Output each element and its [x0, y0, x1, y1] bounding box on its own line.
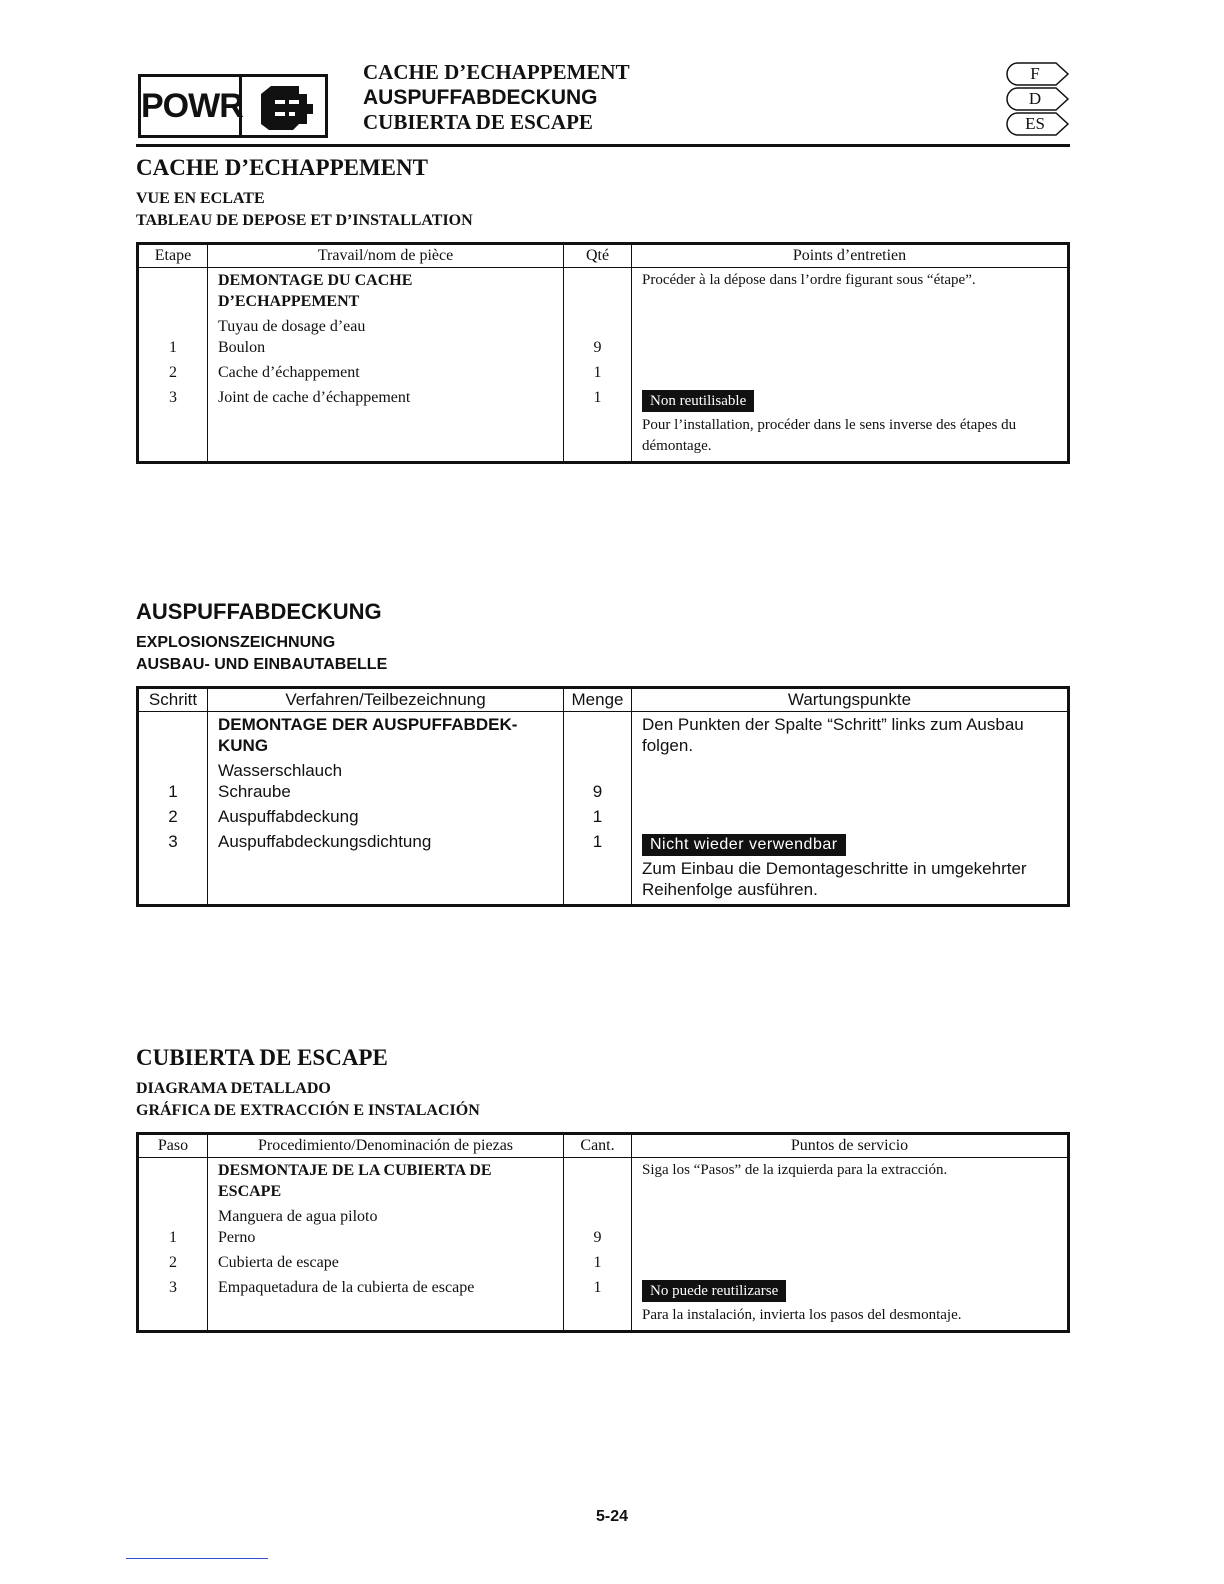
install-note: Zum Einbau die Demontageschritte in umgekehrter Reihenfolge ausführen.	[642, 859, 1027, 899]
group-note: Den Punkten der Spalte “Schritt” links zum Ausbau folgen.	[632, 712, 1069, 757]
header-title-fr: CACHE D’ECHAPPEMENT	[363, 60, 630, 84]
table-row-group	[138, 1158, 1069, 1203]
not-reusable-badge: Nicht wieder verwendbar	[642, 834, 846, 856]
part-name: Perno	[208, 1227, 564, 1252]
step-number: 3	[138, 831, 208, 906]
install-note: Pour l’installation, procéder dans le sens inverse des étapes du démontage.	[642, 417, 1017, 454]
group-title-line2: D’ECHAPPEMENT	[218, 293, 360, 310]
quantity: 9	[564, 337, 632, 362]
footnote-rule	[126, 1558, 268, 1559]
lang-badge-fr-label: F	[1030, 64, 1040, 83]
step-number: 2	[138, 362, 208, 387]
pre-item: Tuyau de dosage d’eau	[208, 312, 564, 337]
group-note: Siga los “Pasos” de la izquierda para la extracción.	[632, 1158, 1069, 1203]
group-title-line1: DEMONTAGE DER AUSPUFFABDEK-	[218, 715, 518, 734]
table-row	[138, 337, 1069, 362]
section-de	[136, 598, 1070, 907]
page-header	[136, 60, 1070, 146]
step-number: 1	[138, 781, 208, 806]
removal-table-heading-fr: TABLEAU DE DEPOSE ET D’INSTALLATION	[136, 212, 473, 229]
quantity: 1	[564, 387, 632, 463]
col-header-part: Verfahren/Teilbezeichnung	[208, 688, 564, 712]
table-row	[138, 1202, 1069, 1227]
removal-table-heading-es: GRÁFICA DE EXTRACCIÓN E INSTALACIÓN	[136, 1102, 480, 1119]
language-badges	[1006, 62, 1070, 137]
page-number: 5-24	[595, 1508, 629, 1525]
lang-badge-es-label: ES	[1025, 114, 1045, 133]
step-number: 3	[138, 1277, 208, 1332]
exploded-view-heading-fr: VUE EN ECLATE	[136, 190, 265, 207]
quantity: 1	[564, 1277, 632, 1332]
col-header-points: Puntos de servicio	[632, 1134, 1069, 1158]
section-title-es: CUBIERTA DE ESCAPE	[136, 1045, 388, 1070]
powr-logo-text: POWR	[141, 77, 242, 135]
pre-item: Manguera de agua piloto	[208, 1202, 564, 1227]
header-title-es: CUBIERTA DE ESCAPE	[363, 110, 593, 134]
table-row	[138, 756, 1069, 781]
lang-badge-de	[1006, 87, 1070, 111]
not-reusable-badge: Non reutilisable	[642, 390, 754, 412]
section-es	[136, 1044, 1070, 1333]
lang-badge-es	[1006, 112, 1070, 136]
col-header-points: Wartungspunkte	[632, 688, 1069, 712]
table-row	[138, 831, 1069, 906]
section-title-de: AUSPUFFABDECKUNG	[136, 599, 382, 624]
col-header-step: Schritt	[138, 688, 208, 712]
not-reusable-badge: No puede reutilizarse	[642, 1280, 786, 1302]
table-row	[138, 806, 1069, 831]
part-name: Cache d’échappement	[208, 362, 564, 387]
part-name: Empaquetadura de la cubierta de escape	[208, 1277, 564, 1332]
quantity: 1	[564, 362, 632, 387]
table-header-row	[138, 1134, 1069, 1158]
part-name: Schraube	[208, 781, 564, 806]
col-header-part: Procedimiento/Denominación de piezas	[208, 1134, 564, 1158]
removal-table-heading-de: AUSBAU- UND EINBAUTABELLE	[136, 656, 388, 673]
exploded-view-heading-de: EXPLOSIONSZEICHNUNG	[136, 634, 336, 651]
table-row	[138, 387, 1069, 463]
col-header-qty: Cant.	[564, 1134, 632, 1158]
step-number: 3	[138, 387, 208, 463]
table-row	[138, 1227, 1069, 1252]
table-row	[138, 1277, 1069, 1332]
table-row	[138, 781, 1069, 806]
part-name: Boulon	[208, 337, 564, 362]
part-name: Auspuffabdeckungsdichtung	[208, 831, 564, 906]
table-header-row	[138, 244, 1069, 268]
table-row	[138, 362, 1069, 387]
section-fr	[136, 154, 1070, 464]
quantity: 9	[564, 781, 632, 806]
step-number: 2	[138, 806, 208, 831]
engine-block-icon	[242, 77, 325, 135]
col-header-qty: Menge	[564, 688, 632, 712]
part-name: Auspuffabdeckung	[208, 806, 564, 831]
pre-item: Wasserschlauch	[208, 756, 564, 781]
header-divider	[136, 144, 1070, 147]
group-title-line1: DESMONTAJE DE LA CUBIERTA DE	[218, 1162, 492, 1179]
group-note: Procéder à la dépose dans l’ordre figurant sous “étape”.	[632, 268, 1069, 313]
lang-badge-de-label: D	[1028, 89, 1042, 108]
part-name: Joint de cache d’échappement	[208, 387, 564, 463]
col-header-step: Etape	[138, 244, 208, 268]
step-number: 1	[138, 337, 208, 362]
step-number: 2	[138, 1252, 208, 1277]
quantity: 1	[564, 831, 632, 906]
procedure-table-de	[136, 686, 1070, 907]
table-row	[138, 312, 1069, 337]
powr-logo	[138, 74, 328, 138]
procedure-table-es	[136, 1132, 1070, 1333]
table-row-group	[138, 268, 1069, 313]
quantity: 9	[564, 1227, 632, 1252]
table-row-group	[138, 712, 1069, 757]
step-number: 1	[138, 1227, 208, 1252]
lang-badge-fr	[1006, 62, 1070, 86]
quantity: 1	[564, 806, 632, 831]
col-header-points: Points d’entretien	[632, 244, 1069, 268]
procedure-table-fr	[136, 242, 1070, 464]
col-header-qty: Qté	[564, 244, 632, 268]
section-title-fr: CACHE D’ECHAPPEMENT	[136, 155, 428, 180]
table-row	[138, 1252, 1069, 1277]
header-titles	[363, 60, 630, 135]
exploded-view-heading-es: DIAGRAMA DETALLADO	[136, 1080, 331, 1097]
col-header-step: Paso	[138, 1134, 208, 1158]
table-header-row	[138, 688, 1069, 712]
group-title-line2: ESCAPE	[218, 1183, 282, 1200]
group-title-line1: DEMONTAGE DU CACHE	[218, 272, 413, 289]
header-title-de: AUSPUFFABDECKUNG	[363, 86, 598, 109]
quantity: 1	[564, 1252, 632, 1277]
part-name: Cubierta de escape	[208, 1252, 564, 1277]
col-header-part: Travail/nom de pièce	[208, 244, 564, 268]
install-note: Para la instalación, invierta los pasos del desmontaje.	[642, 1307, 962, 1323]
group-title-line2: KUNG	[218, 736, 269, 755]
